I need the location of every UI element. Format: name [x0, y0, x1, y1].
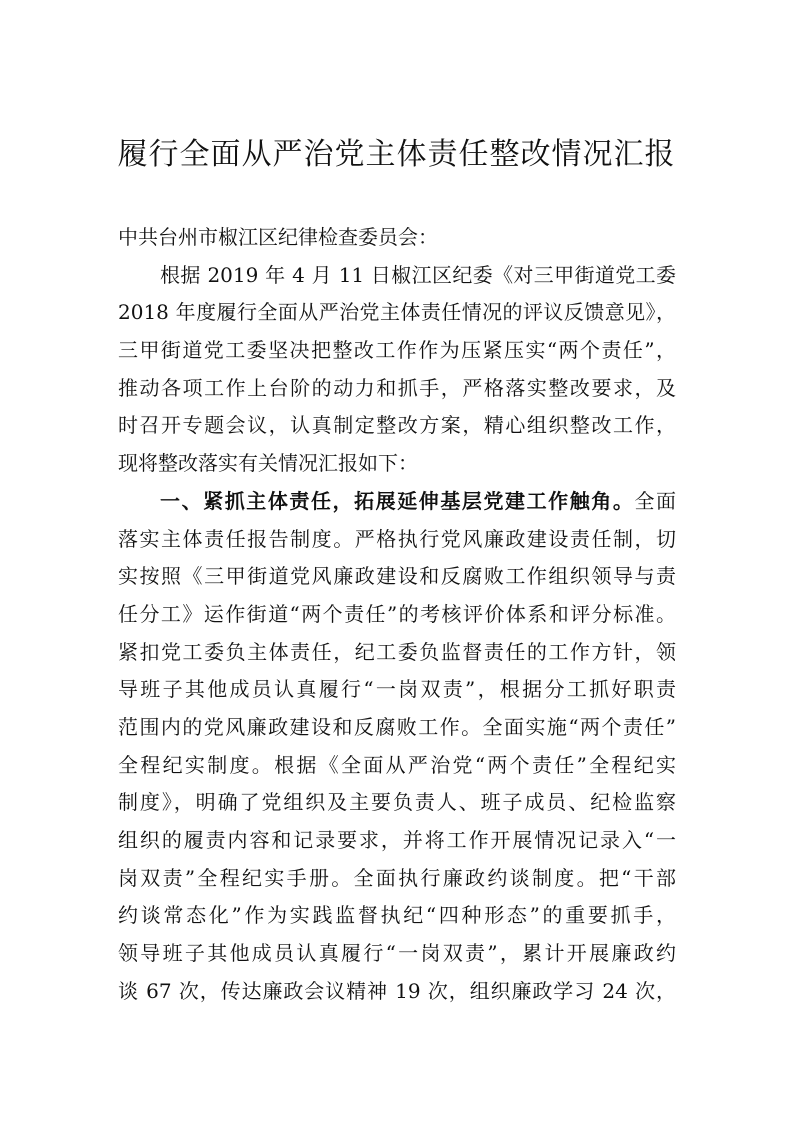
document-title: 履行全面从严治党主体责任整改情况汇报	[117, 137, 676, 172]
paragraph-line: 落实主体责任报告制度。严格执行党风廉政建设责任制，切	[118, 526, 676, 551]
paragraph-line: 领导班子其他成员认真履行“一岗双责”，累计开展廉政约	[118, 941, 676, 966]
paragraph-line: 时召开专题会议，认真制定整改方案，精心组织整改工作，	[118, 413, 676, 438]
paragraph-line: 谈 67 次，传达廉政会议精神 19 次，组织廉政学习 24 次，	[118, 978, 676, 1003]
paragraph-line: 组织的履责内容和记录要求，并将工作开展情况记录入“一	[118, 828, 676, 852]
paragraph-line: 岗双责”全程纪实手册。全面执行廉政约谈制度。把“干部	[118, 865, 676, 890]
paragraph-line: 2018 年度履行全面从严治党主体责任情况的评议反馈意见》，	[118, 300, 676, 325]
section-heading-line	[118, 483, 676, 521]
section-heading: 一、紧抓主体责任，拓展延伸基层党建工作触角。	[160, 488, 635, 513]
paragraph-line: 全程纪实制度。根据《全面从严治党“两个责任”全程纪实	[118, 752, 676, 777]
paragraph-line: 范围内的党风廉政建设和反腐败工作。全面实施“两个责任”	[118, 714, 676, 739]
salutation: 中共台州市椒江区纪律检查委员会：	[118, 225, 438, 249]
paragraph-line: 约谈常态化”作为实践监督执纪“四种形态”的重要抓手，	[118, 903, 676, 928]
document-body	[118, 219, 676, 1010]
paragraph-line: 根据 2019 年 4 月 11 日椒江区纪委《对三甲街道党工委	[160, 262, 676, 287]
paragraph-line: 制度》，明确了党组织及主要负责人、班子成员、纪检监察	[118, 790, 676, 815]
paragraph-line: 三甲街道党工委坚决把整改工作作为压紧压实“两个责任”，	[118, 338, 676, 363]
paragraph-line: 导班子其他成员认真履行“一岗双责”，根据分工抓好职责	[118, 677, 676, 702]
paragraph-line: 紧扣党工委负主体责任，纪工委负监督责任的工作方针，领	[118, 639, 676, 664]
section-1	[118, 483, 676, 1011]
paragraph-intro	[118, 257, 676, 483]
paragraph-line: 现将整改落实有关情况汇报如下：	[118, 451, 418, 476]
paragraph-line: 推动各项工作上台阶的动力和抓手，严格落实整改要求，及	[118, 375, 676, 400]
paragraph-line: 任分工》运作街道“两个责任”的考核评价体系和评分标准。	[118, 601, 676, 626]
paragraph-line: 实按照《三甲街道党风廉政建设和反腐败工作组织领导与责	[118, 564, 676, 589]
section-text: 全面	[634, 488, 677, 513]
